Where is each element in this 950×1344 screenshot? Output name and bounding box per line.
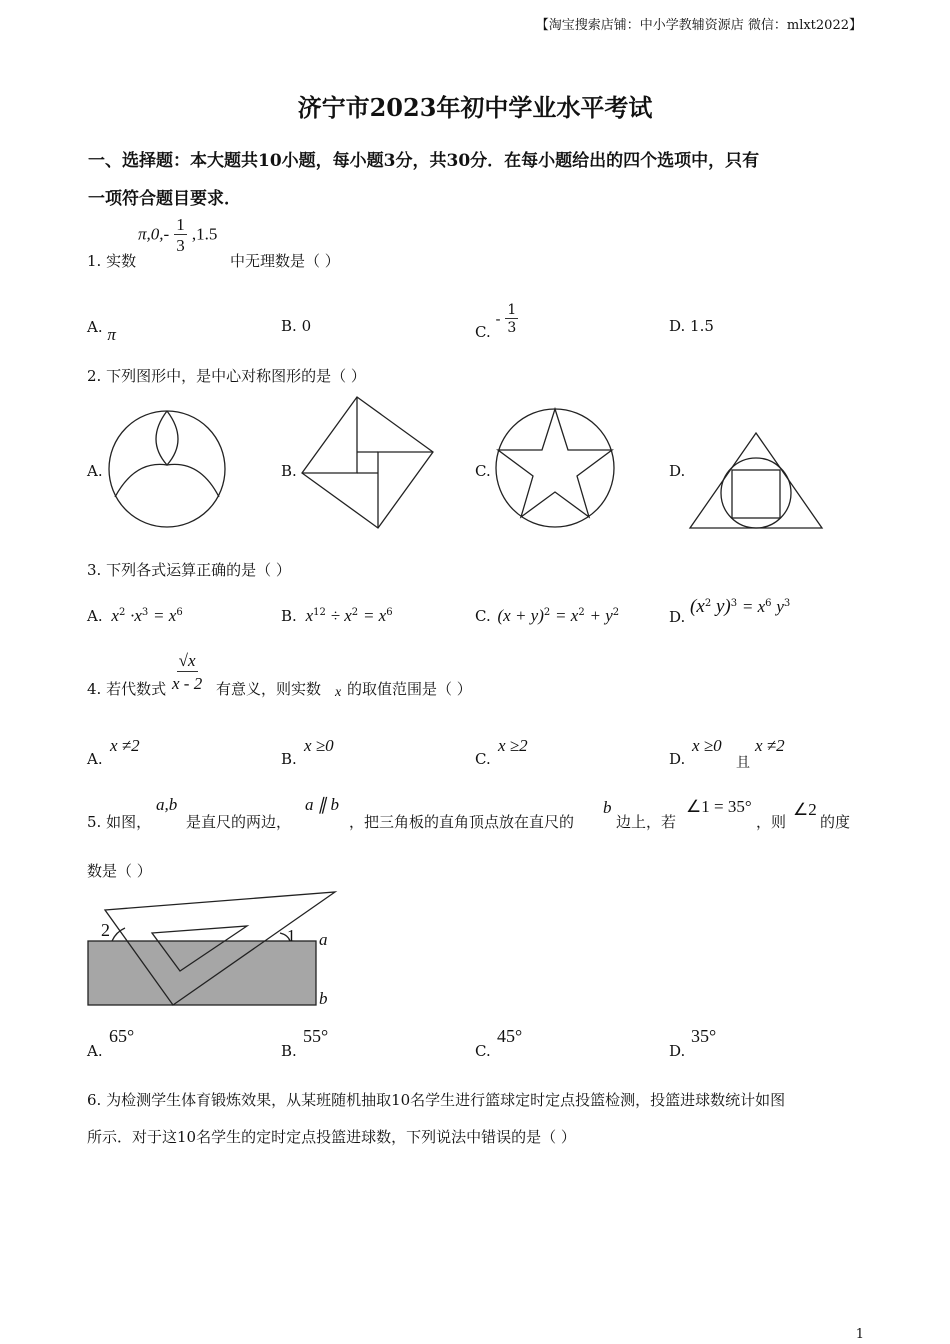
q4-option-d-value-2: x ≠2 xyxy=(755,736,785,755)
q5-option-a-value: 65° xyxy=(109,1026,135,1046)
q5-text-6: 的度 xyxy=(820,813,851,831)
q2-text: 2. 下列图形中，是中心对称图形的是（ ） xyxy=(87,367,366,385)
q1-fraction: $\frac{1}{3}$ xyxy=(176,215,185,255)
q2-figure-b-pinwheel-square xyxy=(300,395,436,530)
q5-text-5: ，则 xyxy=(756,813,787,831)
q5-angle1: ∠1 = 35° xyxy=(686,797,752,816)
q2-option-b-label[interactable]: B. xyxy=(281,462,297,480)
q2-option-c-label[interactable]: C. xyxy=(475,462,491,480)
q5-ab: a,b xyxy=(156,795,178,814)
q4-sqrt-x: √x xyxy=(178,651,196,670)
q5-fig-label-a: a xyxy=(319,930,328,949)
q4-option-d-and: 且 xyxy=(736,755,750,771)
q5-fig-label-2: 2 xyxy=(101,920,110,940)
q6-text-line1: 6. 为检测学生体育锻炼效果，从某班随机抽取10名学生进行篮球定时定点投篮检测，投篮进球数统计如图 xyxy=(87,1091,786,1109)
q4-option-d-value-1: x ≥0 xyxy=(692,736,722,755)
q3-option-d[interactable]: D. ($x^2$ $y)^3 = x^6$ $y^3$ xyxy=(669,596,791,626)
q1-option-c[interactable]: C. - $\frac{1}{3}$ xyxy=(475,302,517,341)
q5-option-b-label[interactable]: B. xyxy=(281,1042,297,1060)
q5-fig-label-1: 1 xyxy=(287,926,296,945)
q5-option-b-value: 55° xyxy=(303,1026,329,1046)
q1-option-d[interactable]: D. 1.5 xyxy=(669,317,714,335)
q1-option-c-fraction: $\frac{1}{3}$ xyxy=(507,302,517,336)
q4-option-b-label[interactable]: B. xyxy=(281,750,297,768)
section-heading-line2: 一项符合题目要求． xyxy=(88,189,241,209)
q4-fraction xyxy=(172,652,202,692)
q4-option-d-label[interactable]: D. xyxy=(669,750,686,768)
page-number: 1 xyxy=(855,1327,864,1342)
q4-option-c-label[interactable]: C. xyxy=(475,750,491,768)
q2-figure-a-circle-arcs xyxy=(100,405,235,535)
q1-suffix: 中无理数是（ ） xyxy=(230,252,340,270)
q4-prefix: 4. 若代数式 xyxy=(87,680,167,698)
section-heading-line1: 一、选择题：本大题共10小题，每小题3分，共30分．在每小题给出的四个选项中，只有 xyxy=(88,151,760,171)
q2-figure-c-star-in-circle xyxy=(493,405,618,530)
q1-option-a[interactable]: A. π xyxy=(87,318,116,344)
q5-text-7: 数是（ ） xyxy=(87,862,152,880)
q5-text-3: ，把三角板的直角顶点放在直尺的 xyxy=(349,813,575,831)
q5-option-c-value: 45° xyxy=(497,1026,523,1046)
q4-mid: 有意义，则实数 xyxy=(216,680,322,698)
q5-parallel: a ∥ b xyxy=(305,795,339,814)
q5-option-d-label[interactable]: D. xyxy=(669,1042,686,1060)
q3-option-a[interactable]: A. $x^2 \cdot x^3 = x^6$ xyxy=(87,606,183,625)
q2-figure-d-triangle-circle-square xyxy=(688,430,825,532)
q1-number-set: π,0,- $\frac{1}{3}$ ,1.5 xyxy=(138,215,218,255)
q5-ruler-triangle-figure xyxy=(85,890,335,1012)
exam-title: 济宁市2023年初中学业水平考试 xyxy=(297,93,653,122)
q3-option-b[interactable]: B. $x^{12} \div x^2 = x^6$ xyxy=(281,606,393,625)
q5-angle2: ∠2 xyxy=(793,800,817,819)
q5-text-1: 5. 如图， xyxy=(87,813,152,831)
q1-prefix: 1. 实数 xyxy=(87,252,137,270)
q6-text-line2: 所示．对于这10名学生的定时定点投篮进球数，下列说法中错误的是（ ） xyxy=(87,1128,576,1146)
q4-denominator: x - 2 xyxy=(172,674,203,693)
q5-b: b xyxy=(603,798,612,817)
q5-text-4: 边上，若 xyxy=(616,813,677,831)
q4-option-a-value: x ≠2 xyxy=(110,736,140,755)
q5-fig-label-b: b xyxy=(319,989,328,1008)
q1-option-b[interactable]: B. 0 xyxy=(281,317,312,335)
q4-option-b-value: x ≥0 xyxy=(304,736,334,755)
q5-option-c-label[interactable]: C. xyxy=(475,1042,491,1060)
q2-option-a-label[interactable]: A. xyxy=(87,462,103,480)
q3-option-c[interactable]: C. $(x + y)^2 = x^2 + y^2$ xyxy=(475,606,620,625)
q5-option-a-label[interactable]: A. xyxy=(87,1042,103,1060)
q5-option-d-value: 35° xyxy=(691,1026,717,1046)
q2-option-d-label[interactable]: D. xyxy=(669,462,686,480)
q3-text: 3. 下列各式运算正确的是（ ） xyxy=(87,561,291,579)
q4-option-c-value: x ≥2 xyxy=(498,736,528,755)
page-header: 【淘宝搜索店铺：中小学教辅资源店 微信：mlxt2022】 xyxy=(535,18,862,33)
q5-text-2: 是直尺的两边， xyxy=(186,813,292,831)
q4-option-a-label[interactable]: A. xyxy=(87,750,103,768)
q4-suffix: 的取值范围是（ ） xyxy=(347,680,472,698)
q4-var: x xyxy=(335,685,342,700)
